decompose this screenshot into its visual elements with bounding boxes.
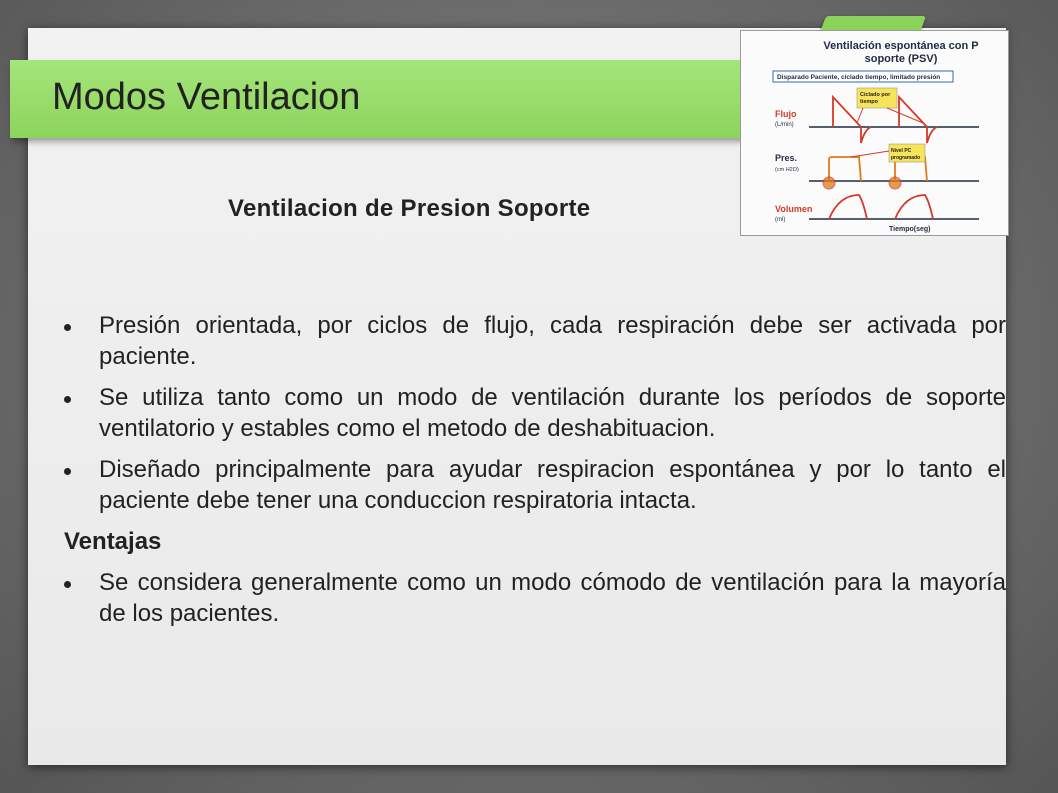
figure-subtitle: Disparado Paciente, ciclado tiempo, limitado presión [777, 74, 941, 81]
slide-content [64, 310, 1006, 639]
bullet-dot [64, 581, 71, 588]
level-annotation-arrow [851, 151, 889, 157]
slide-title: Modos Ventilacion [52, 76, 361, 118]
slide-subtitle: Ventilacion de Presion Soporte [228, 195, 591, 222]
bullet-item [64, 310, 1006, 372]
level-annotation-line2: programado [891, 155, 921, 161]
advantage-text: Se considera generalmente como un modo cómodo de ventilación para la mayoría de los pacientes. [99, 569, 1006, 627]
figure-title-line1: Ventilación espontánea con P [823, 40, 979, 52]
cycle-annotation-arrows [857, 108, 923, 123]
cycle-annotation-line1: Ciclado por [860, 92, 891, 98]
bullet-text: Diseñado principalmente para ayudar respiracion espontánea y por lo tanto el paciente debe tener una conduccion respiratoria intacta. [99, 456, 1006, 514]
bullet-item [64, 382, 1006, 444]
bullet-dot [64, 468, 71, 475]
advantages-heading: Ventajas [64, 528, 162, 555]
bullet-dot [64, 324, 71, 331]
cycle-annotation-box [857, 88, 897, 108]
pressure-label: Pres. [775, 153, 798, 163]
flow-unit: (L/min) [775, 122, 794, 128]
pressure-unit: (cm H2O) [775, 167, 799, 173]
level-annotation-line1: Nivel PC [891, 148, 912, 154]
cycle-annotation-line2: tiempo [860, 99, 879, 105]
bullet-dot [64, 396, 71, 403]
volume-unit: (ml) [775, 217, 786, 223]
bullet-item [64, 454, 1006, 516]
bullet-text: Se utiliza tanto como un modo de ventilación durante los períodos de soporte ventilatorio y estables como el metodo de deshabituacion. [99, 384, 1006, 442]
time-axis-label: Tiempo(seg) [889, 226, 931, 233]
psv-waveform-graphic [741, 31, 1008, 235]
figure-title-line2: soporte (PSV) [864, 53, 938, 65]
bullet-text: Presión orientada, por ciclos de flujo, cada respiración debe ser activada por paciente. [99, 312, 1006, 370]
trigger-marker-2 [889, 177, 901, 189]
volume-waveform [829, 195, 933, 219]
flow-label: Flujo [775, 109, 797, 119]
trigger-marker-1 [823, 177, 835, 189]
volume-label: Volumen [775, 204, 813, 214]
psv-waveform-figure [740, 30, 1009, 236]
advantage-item [64, 567, 1006, 629]
